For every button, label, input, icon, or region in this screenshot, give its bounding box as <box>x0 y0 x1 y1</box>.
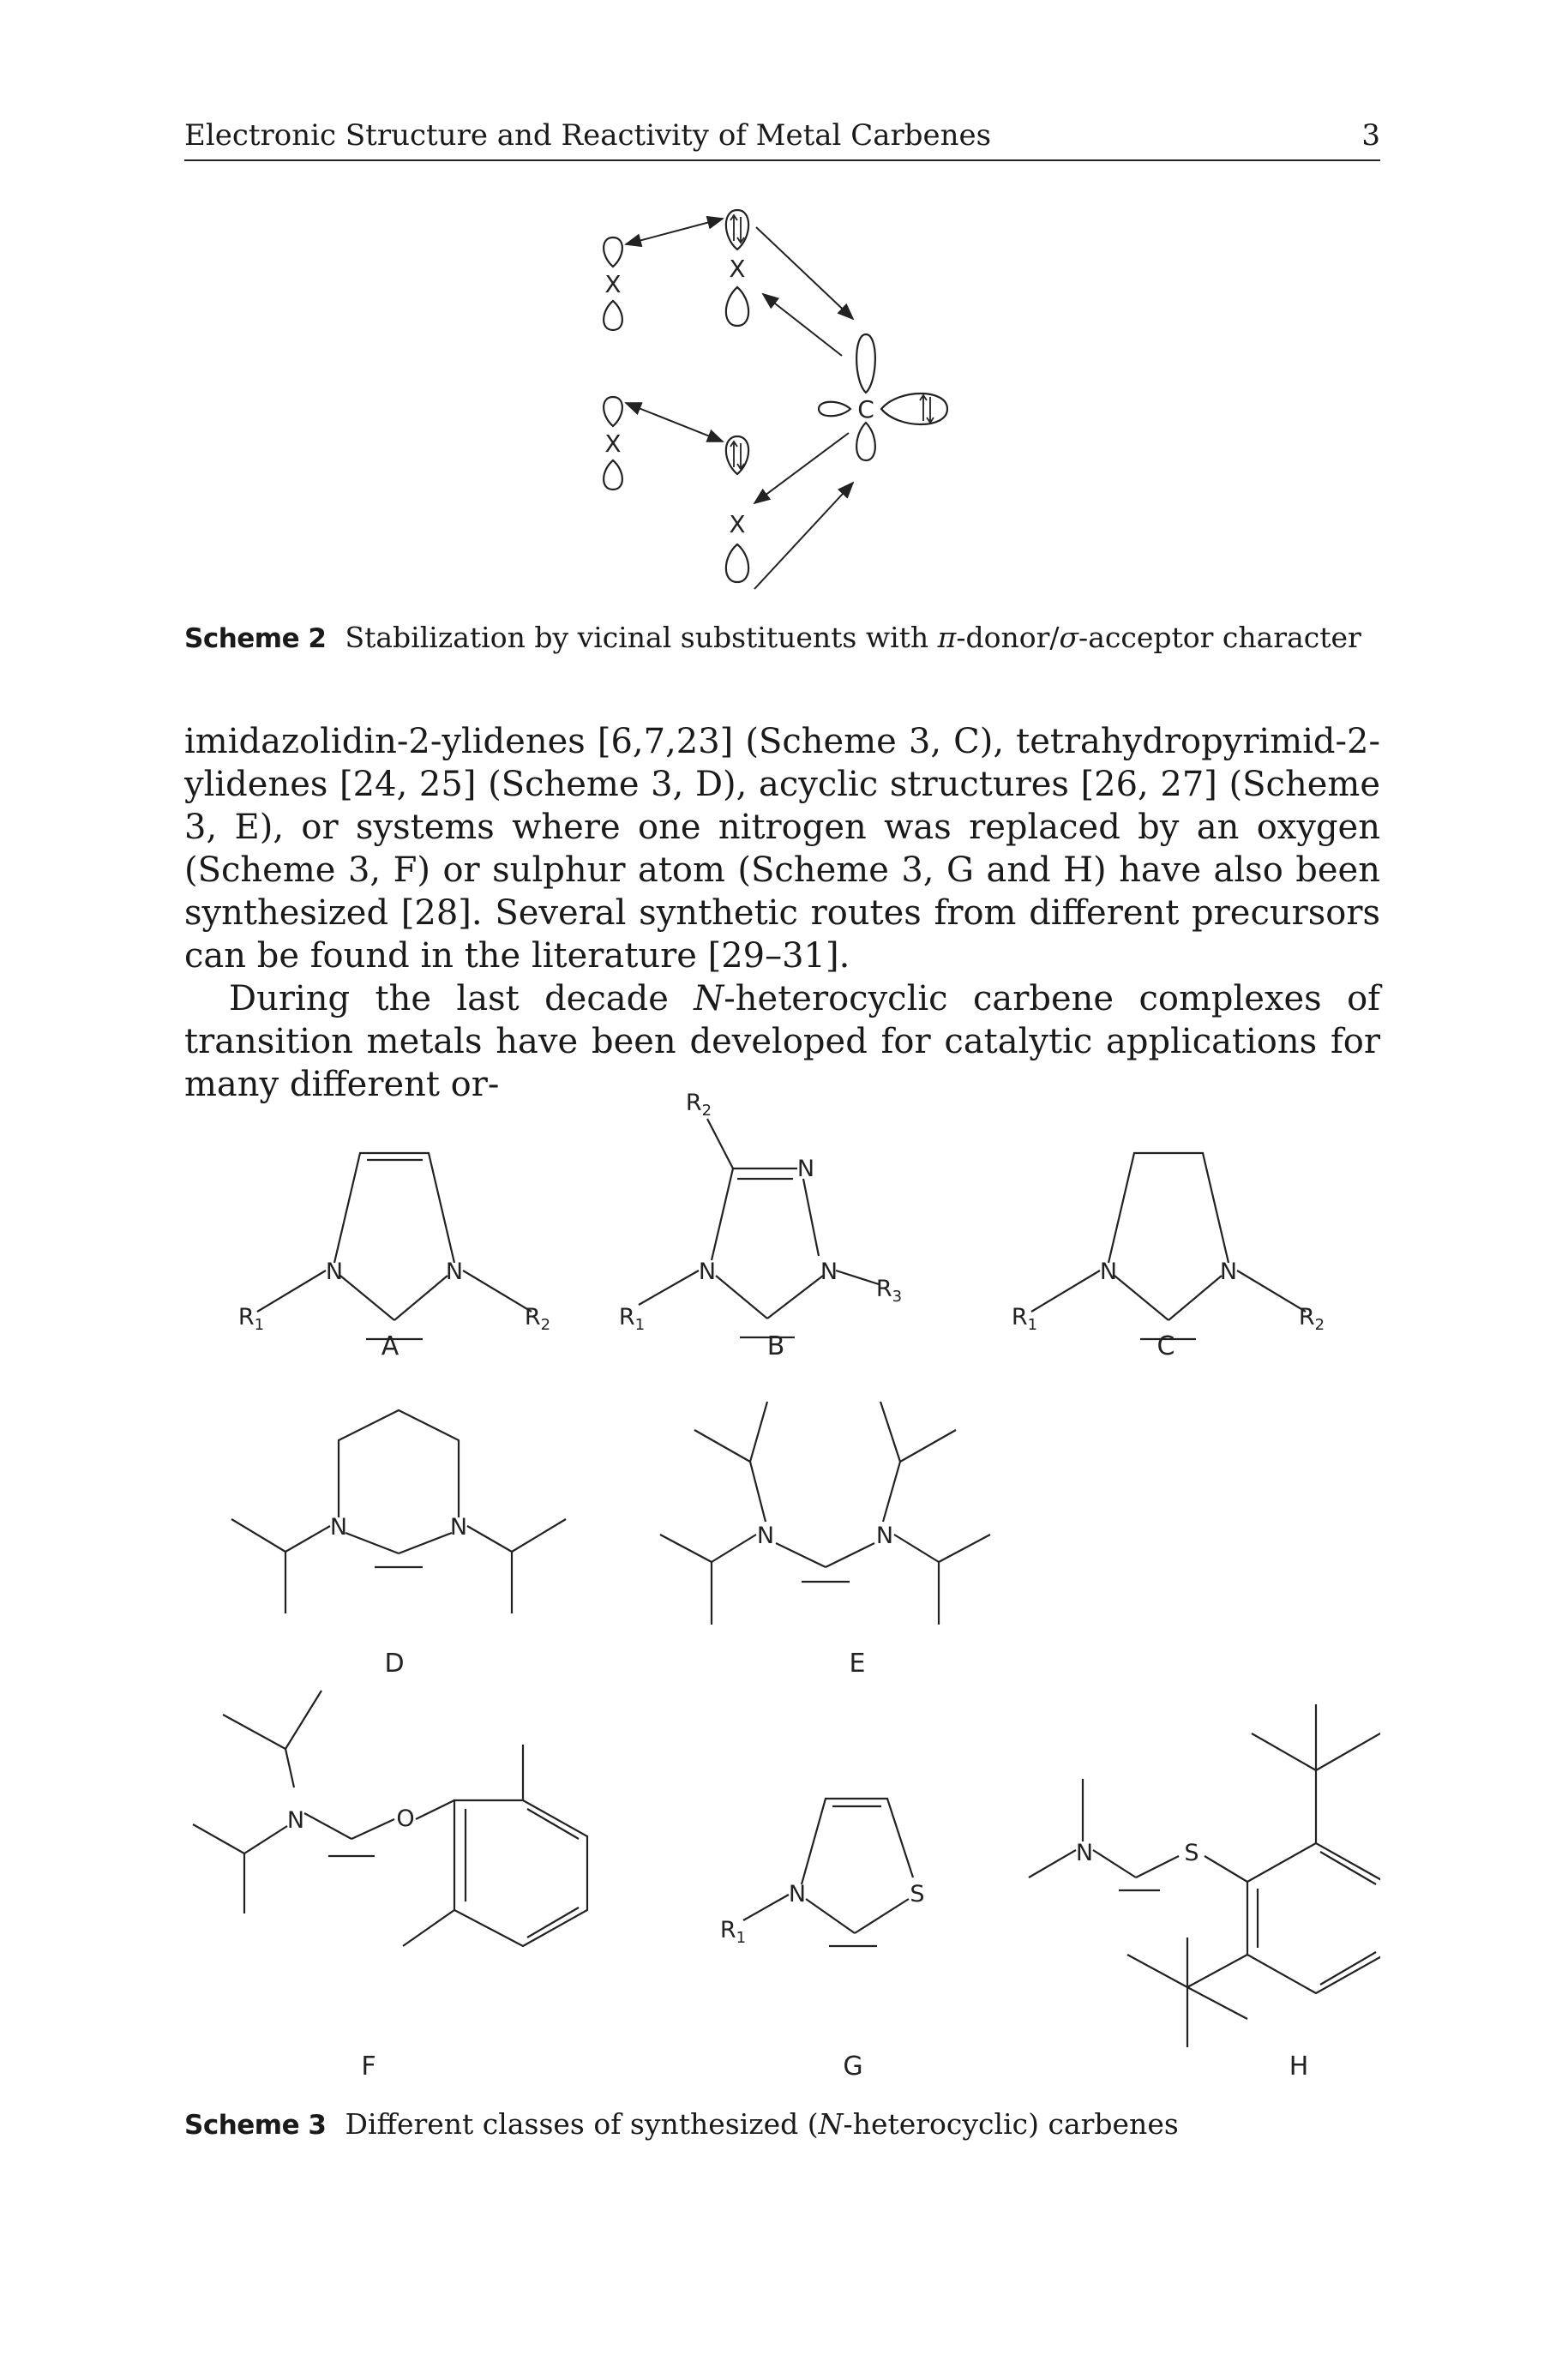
substituent-r1: $R_1$ <box>1011 1304 1038 1334</box>
substituent-r2: $R_2$ <box>524 1304 551 1334</box>
atom-n: N <box>445 1259 464 1285</box>
atom-s: S <box>1184 1840 1199 1866</box>
atom-n: N <box>1075 1840 1094 1866</box>
caption-symbol: σ <box>1059 621 1079 654</box>
atom-o: O <box>396 1805 415 1832</box>
atom-n: N <box>875 1523 894 1549</box>
orbital-lobe-filled <box>726 210 748 249</box>
carbene-sigma-lobe <box>881 393 947 424</box>
running-header <box>184 118 1380 161</box>
caption-text: Stabilization by vicinal substituents with <box>345 621 938 654</box>
orbital-lobe <box>726 287 748 326</box>
substituent-r2: $R_2$ <box>1298 1304 1325 1334</box>
carbene-p-lobe <box>856 334 875 393</box>
caption-text: -heterocyclic) carbenes <box>843 2107 1179 2141</box>
structure-d <box>231 1410 566 1613</box>
paragraph: imidazolidin-2-ylidenes [6,7,23] (Scheme 3, C), tetrahydropyrimid-2-ylidenes [24, 25] (Scheme 3, D), acyclic structures [26, 27] (Scheme 3, E), or systems where one nitrogen was replaced by an oxygen (Scheme 3, F) or sulphur atom (Scheme 3, G and H) have also been synthesized [28]. Several synthetic routes from different precursors can be found in the literature [29–31]. <box>184 722 1380 976</box>
atom-n: N <box>796 1156 815 1182</box>
orbital-lobe <box>604 460 622 490</box>
structure-f <box>193 1691 587 1946</box>
substituent-r1: $R_1$ <box>618 1304 646 1334</box>
structure-label-f: F <box>361 2052 376 2082</box>
scheme-2-label: Scheme 2 <box>184 623 327 654</box>
caption-text: -donor/ <box>956 621 1060 654</box>
structure-label-b: B <box>766 1331 785 1361</box>
atom-x-label: X <box>604 270 622 298</box>
atom-x-label: X <box>729 255 746 283</box>
scheme-3-figure <box>184 1080 1380 2083</box>
structure-c <box>1031 1153 1306 1339</box>
caption-symbol: π <box>937 621 957 654</box>
structure-label-a: A <box>381 1331 400 1361</box>
body-text <box>184 720 1380 1106</box>
scheme-2-caption <box>184 621 1361 654</box>
carbene-lobe <box>819 402 850 417</box>
running-title: Electronic Structure and Reactivity of Metal Carbenes <box>184 118 992 153</box>
structure-g <box>743 1799 913 1946</box>
atom-n: N <box>329 1514 348 1541</box>
atom-c-label: C <box>857 395 874 424</box>
atom-x-label: X <box>729 510 746 538</box>
orbital-lobe-filled <box>726 436 748 474</box>
substituent-r3: $R_3$ <box>875 1276 903 1306</box>
structure-label-d: D <box>384 1649 405 1679</box>
substituent-r1: $R_1$ <box>719 1917 747 1947</box>
caption-text: -acceptor character <box>1078 621 1361 654</box>
structure-b <box>639 1119 879 1337</box>
structure-label-c: C <box>1156 1331 1175 1361</box>
orbital-diagram <box>514 184 1029 613</box>
orbital-lobe <box>604 301 622 330</box>
atom-x-label: X <box>604 430 622 458</box>
structure-label-h: H <box>1289 2052 1309 2082</box>
orbital-lobe <box>604 397 622 426</box>
caption-text: Different classes of synthesized ( <box>345 2107 819 2141</box>
orbital-lobe <box>604 237 622 267</box>
orbital-lobe <box>726 544 748 582</box>
structure-e <box>660 1402 990 1625</box>
atom-n: N <box>1219 1259 1238 1285</box>
substituent-r1: $R_1$ <box>237 1304 265 1334</box>
paragraph: During the last decade N-heterocyclic carbene complexes of transition metals have been developed for catalytic applications for many different or- <box>184 979 1380 1104</box>
structure-h <box>1029 1704 1380 2047</box>
scheme-3-label: Scheme 3 <box>184 2110 327 2141</box>
scheme-2-figure <box>514 184 1029 613</box>
atom-n: N <box>325 1259 344 1285</box>
atom-n: N <box>449 1514 468 1541</box>
carbene-structures <box>184 1080 1380 2083</box>
atom-n: N <box>820 1259 838 1285</box>
page-number: 3 <box>1361 118 1380 153</box>
substituent-r2: $R_2$ <box>685 1090 712 1120</box>
atom-n: N <box>698 1259 717 1285</box>
caption-italic: N <box>818 2107 844 2141</box>
structure-label-e: E <box>849 1649 866 1679</box>
atom-n: N <box>788 1881 807 1907</box>
carbene-p-lobe <box>856 423 875 460</box>
atom-n: N <box>286 1807 305 1834</box>
structure-a <box>257 1153 532 1339</box>
structure-label-g: G <box>843 2052 863 2082</box>
atom-s: S <box>910 1881 925 1907</box>
atom-n: N <box>1099 1259 1118 1285</box>
atom-n: N <box>756 1523 775 1549</box>
scheme-3-caption <box>184 2107 1179 2141</box>
